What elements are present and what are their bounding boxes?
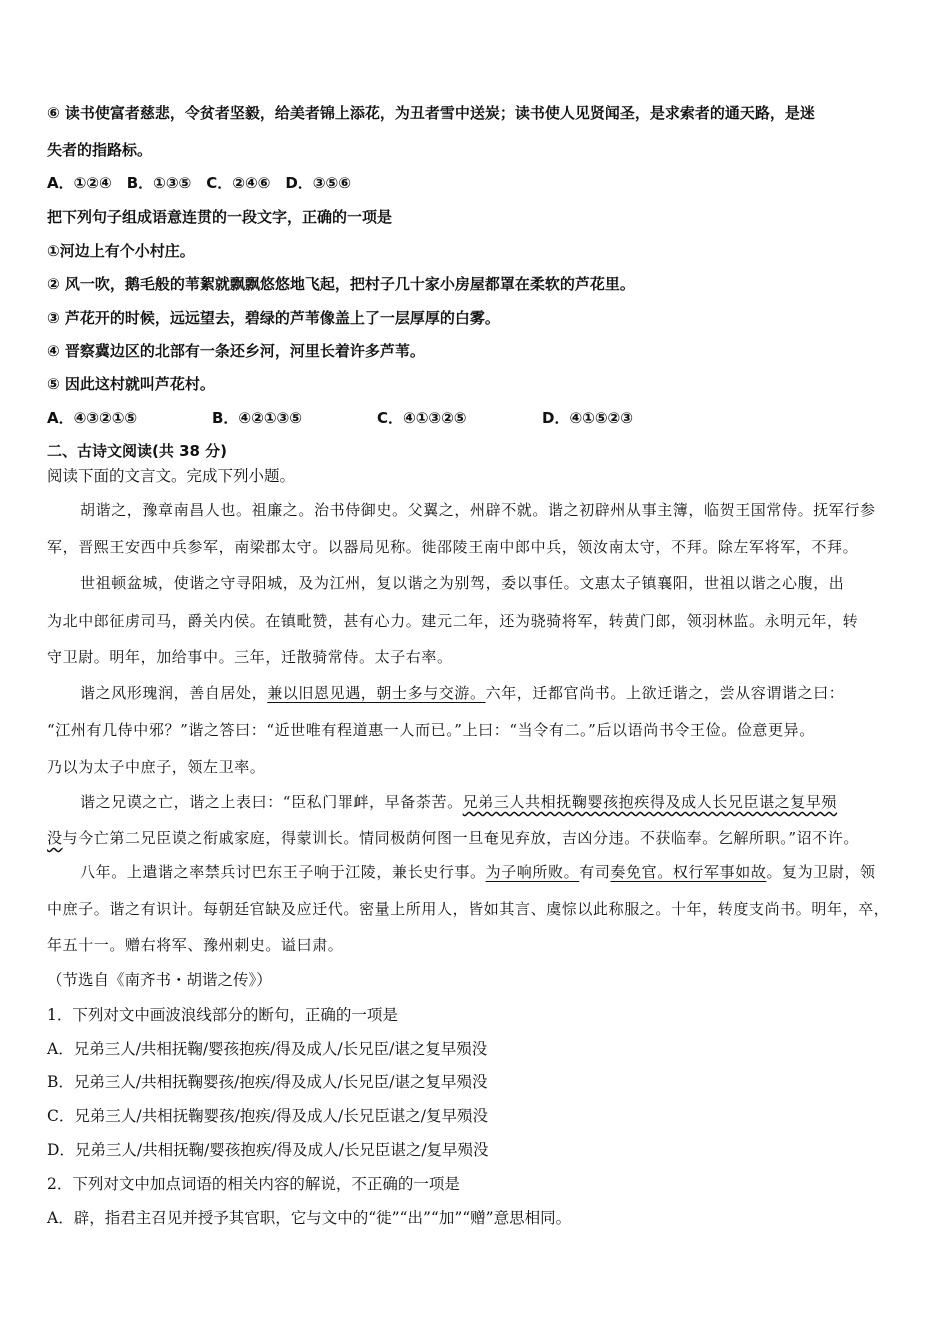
- passage-p4-line2: [47, 828, 859, 848]
- question-1-option-c: C．兄弟三人/共相抚鞠婴孩/抱疾/得及成人/长兄臣谌之/复早殒没: [47, 1107, 488, 1125]
- question-2-stem: 2．下列对文中加点词语的相关内容的解说，不正确的一项是: [47, 1175, 460, 1193]
- q7-option-b: B．④②①③⑤: [212, 409, 302, 427]
- question-1-option-b: B．兄弟三人/共相抚鞠婴孩/抱疾/得及成人/长兄臣/谌之复早殒没: [47, 1073, 488, 1091]
- option-6-line-1: ⑥ 读书使富者慈悲，令贫者坚毅，给美者锦上添花，为丑者雪中送炭；读书使人见贤闻圣，是求索者的通天路，是迷: [47, 104, 815, 122]
- passage-p3-line1: [80, 683, 844, 703]
- question-1-option-a: A．兄弟三人/共相抚鞠/婴孩抱疾/得及成人/长兄臣/谌之复早殒没: [47, 1040, 488, 1058]
- passage-p5-line1: [80, 862, 876, 882]
- q6-answer-options: A．①②④ B．①③⑤ C．②④⑥ D．③⑤⑥: [47, 174, 351, 192]
- p5-underlined-1: 为子响所败。: [485, 863, 580, 881]
- p5-text-pre: 八年。上遣谐之率禁兵讨巴东王子响于江陵，兼长史行事。: [80, 863, 486, 881]
- question-1-option-d: D．兄弟三人/共相抚鞠/婴孩抱疾/得及成人/长兄臣谌之/复早殒没: [47, 1141, 489, 1159]
- p4-text-post: 与今亡第二兄臣谟之衔戚家庭，得蒙训长。情同极荫何图一旦奄见弃放，吉凶分违。不获临奉。乞解所职。”诏不许。: [62, 829, 859, 847]
- p4-wavy-text-end: 没: [47, 829, 63, 847]
- p5-underlined-2: 奏免官。权行军事如故: [610, 863, 767, 881]
- q7-sentence-1: ①河边上有个小村庄。: [47, 242, 195, 260]
- passage-p4-line1: [80, 792, 837, 812]
- passage-p5-line2: 中庶子。谐之有识计。每朝廷官缺及应迁代。密量上所用人，皆如其言、虞悰以此称服之。十年，转度支尚书。明年，卒，: [47, 900, 890, 918]
- section-heading: 二、古诗文阅读(共 38 分): [47, 442, 228, 460]
- passage-p2-line1: 世祖顿盆城，使谐之守寻阳城，及为江州，复以谐之为别驾，委以事任。文惠太子镇襄阳，世祖以谐之心腹，出: [80, 574, 845, 592]
- q7-sentence-2: ② 风一吹，鹅毛般的苇絮就飘飘悠悠地飞起，把村子几十家小房屋都罩在柔软的芦花里。: [47, 275, 635, 293]
- q7-sentence-5: ⑤ 因此这村就叫芦花村。: [47, 375, 215, 393]
- q7-option-c: C．④①③②⑤: [377, 409, 467, 427]
- p4-wavy-text: 兄弟三人共相抚鞠婴孩抱疾得及成人长兄臣谌之复早殒: [462, 793, 838, 811]
- passage-p1-line2: 军，晋熙王安西中兵参军，南梁郡太守。以器局见称。徙邵陵王南中郎中兵，领汝南太守，不拜。除左军将军，不拜。: [47, 538, 859, 556]
- p3-text-post: 六年，迁都官尚书。上欲迁谐之，尝从容谓谐之曰：: [485, 684, 845, 702]
- q7-sentence-4: ④ 晋察冀边区的北部有一条还乡河，河里长着许多芦苇。: [47, 342, 425, 360]
- passage-p2-line2: 为北中郎征虏司马，爵关内侯。在镇毗赞，甚有心力。建元二年，还为骁骑将军，转黄门郎，领羽林监。永明元年，转: [47, 612, 859, 630]
- passage-p3-line3: 乃以为太子中庶子，领左卫率。: [47, 758, 266, 776]
- p3-underlined-sentence: 兼以旧恩见遇，朝士多与交游。: [267, 684, 486, 702]
- passage-p2-line3: 守卫尉。明年，加给事中。三年，迁散骑常侍。太子右率。: [47, 648, 453, 666]
- q7-sentence-3: ③ 芦花开的时候，远远望去，碧绿的芦苇像盖上了一层厚厚的白雾。: [47, 309, 500, 327]
- p4-text-pre: 谐之兄谟之亡，谐之上表曰：“臣私门罪衅，早备荼苦。: [80, 793, 463, 811]
- p3-text-pre: 谐之风形瑰润，善自居处，: [80, 684, 268, 702]
- passage-source: （节选自《南齐书・胡谐之传》）: [47, 971, 272, 989]
- question-2-option-a: A．辟，指君主召见并授予其官职，它与文中的“徙”“出”“加”“赠”意思相同。: [47, 1209, 572, 1227]
- passage-p5-line3: 年五十一。赠右将军、豫州刺史。谥曰肃。: [47, 936, 344, 954]
- q7-option-a: A．④③②①⑤: [47, 409, 138, 427]
- question-1-stem: 1．下列对文中画波浪线部分的断句，正确的一项是: [47, 1006, 398, 1024]
- q7-option-d: D．④①⑤②③: [542, 409, 633, 427]
- section-instruction: 阅读下面的文言文。完成下列小题。: [47, 467, 296, 485]
- passage-p1-line1: 胡谐之，豫章南昌人也。祖廉之。治书侍御史。父翼之，州辟不就。谐之初辟州从事主簿，临贺王国常侍。抚军行参: [80, 501, 876, 519]
- p5-text-post: 。复为卫尉，领: [766, 863, 876, 881]
- p5-text-mid: 有司: [579, 863, 611, 881]
- q7-stem: 把下列句子组成语意连贯的一段文字，正确的一项是: [47, 208, 393, 226]
- q7-options: [47, 408, 633, 428]
- option-6-line-2: 失者的指路标。: [47, 141, 153, 159]
- passage-p3-line2: “江州有几侍中邪？”谐之答曰：“近世唯有程道惠一人而已。”上曰：“当令有二。”后以语尚书令王俭。俭意更异。: [47, 721, 815, 739]
